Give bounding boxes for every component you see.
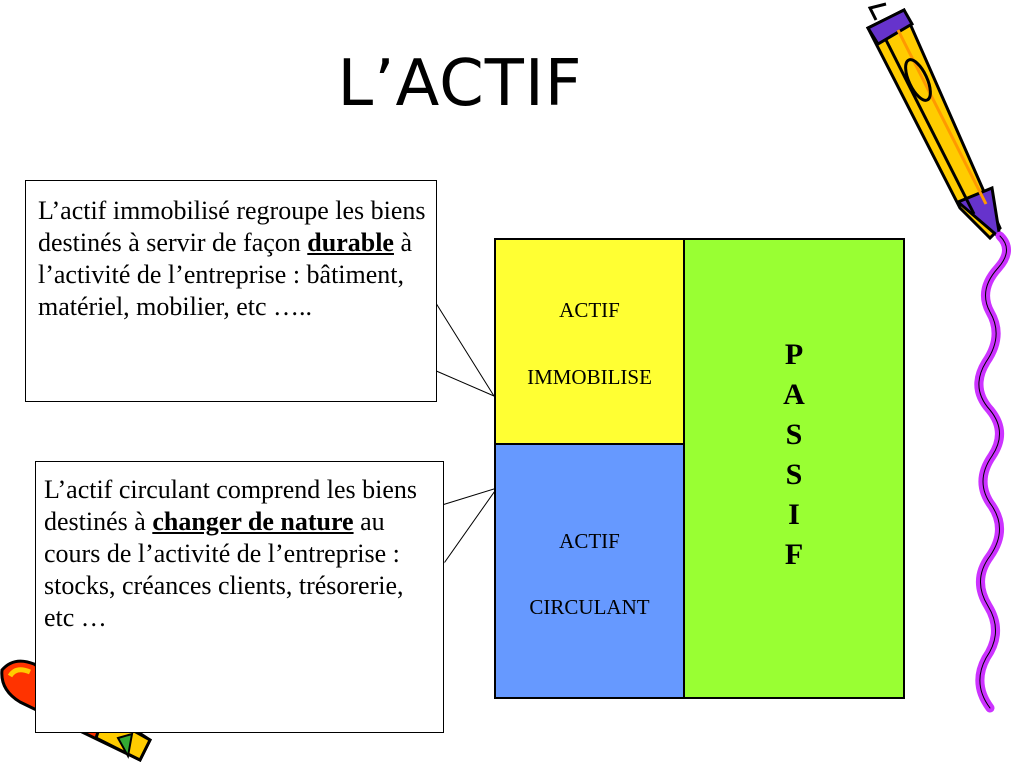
scribble-line-icon [979, 236, 1007, 708]
callout-text [38, 195, 426, 323]
callout-actif-circulant [35, 461, 444, 733]
callout-text-part: L’actif circulant comprend les biens destinés à [44, 475, 418, 536]
callout-text-part: au cours de l’activité de l’entreprise : stocks, créances clients, trésorerie, etc … [44, 507, 404, 632]
actif-circulant-block [494, 443, 685, 699]
passif-block [683, 238, 905, 699]
passif-label [685, 335, 903, 575]
passif-letter: S [785, 418, 803, 451]
block-label: ACTIF [559, 529, 620, 553]
block-label: ACTIF [559, 298, 620, 322]
passif-letter: A [783, 378, 805, 411]
passif-letter: F [784, 538, 804, 571]
callout-tail [434, 300, 494, 396]
callout-text [44, 474, 437, 634]
callout-text-part: L’actif immobilisé regroupe les biens destinés à servir de façon [38, 196, 426, 257]
slide-title: L’ACTIF [337, 47, 583, 121]
passif-letter: P [784, 338, 804, 371]
block-label: CIRCULANT [529, 595, 650, 619]
block-label: IMMOBILISE [527, 365, 652, 389]
passif-letter: I [788, 498, 800, 531]
emphasis-word: durable [307, 228, 394, 257]
emphasis-word: changer de nature [152, 507, 354, 536]
callout-actif-immobilise [25, 180, 437, 402]
actif-immobilise-block [494, 238, 685, 445]
callout-text-part: à l’activité de l’entreprise : bâtiment, matériel, mobilier, etc ….. [38, 228, 413, 321]
passif-letter: S [785, 458, 803, 491]
callout-tail [442, 488, 497, 566]
pencil-icon [868, 4, 1000, 238]
